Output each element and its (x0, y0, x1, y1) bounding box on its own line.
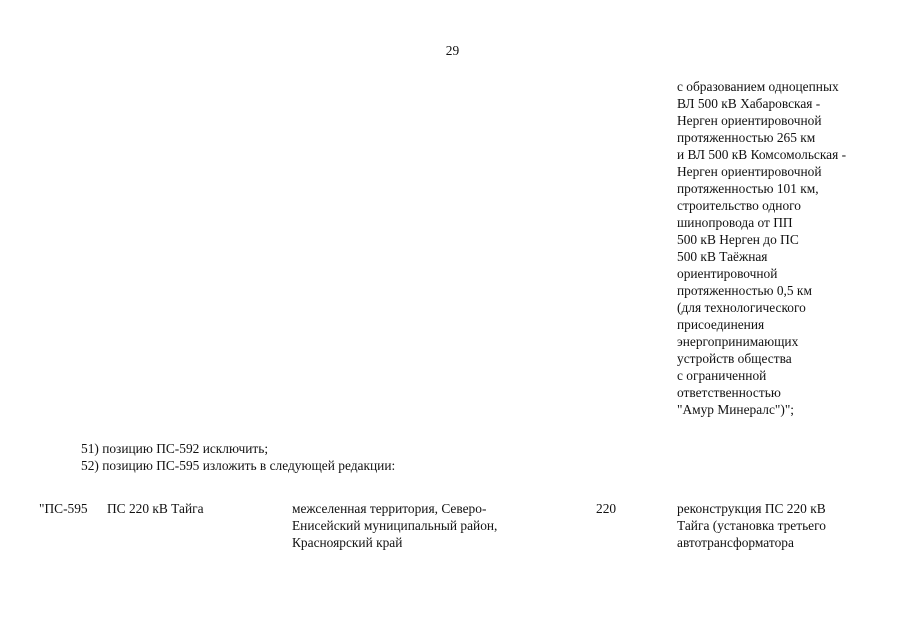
row-description-line: Тайга (установка третьего (677, 518, 826, 533)
row-location-cell (292, 500, 497, 551)
location-line: Енисейский муниципальный район, (292, 518, 498, 533)
location-line: Красноярский край (292, 535, 403, 550)
continued-description (677, 78, 892, 418)
page-number: 29 (445, 43, 460, 58)
description-line: шинопровода от ПП (677, 215, 793, 230)
description-line: Нерген ориентировочной (677, 164, 822, 179)
description-line: ВЛ 500 кВ Хабаровская - (677, 96, 821, 111)
row-code: "ПС-595 (39, 501, 88, 516)
row-description-line: реконструкция ПС 220 кВ (677, 501, 826, 516)
row-code-cell (39, 500, 88, 517)
description-line: присоединения (677, 317, 765, 332)
description-line: и ВЛ 500 кВ Комсомольская - (677, 147, 847, 162)
description-line: протяженностью 265 км (677, 130, 816, 145)
instruction-item: 51) позицию ПС-592 исключить; (81, 441, 269, 456)
description-line: протяженностью 0,5 км (677, 283, 812, 298)
instruction-item: 52) позицию ПС-595 изложить в следующей редакции: (81, 458, 396, 473)
description-line: 500 кВ Нерген до ПС (677, 232, 799, 247)
row-name-cell (107, 500, 204, 517)
description-line: ориентировочной (677, 266, 778, 281)
description-line: 500 кВ Таёжная (677, 249, 768, 264)
row-description-cell (677, 500, 826, 551)
row-voltage: 220 (596, 501, 617, 516)
description-line: устройств общества (677, 351, 792, 366)
description-line: с ограниченной (677, 368, 767, 383)
description-line: "Амур Минералс")"; (677, 402, 795, 417)
description-line: ответственностью (677, 385, 781, 400)
description-line: с образованием одноцепных (677, 79, 839, 94)
row-description-line: автотрансформатора (677, 535, 794, 550)
row-name: ПС 220 кВ Тайга (107, 501, 204, 516)
description-line: строительство одного (677, 198, 802, 213)
description-line: (для технологического (677, 300, 806, 315)
location-line: межселенная территория, Северо- (292, 501, 487, 516)
description-line: протяженностью 101 км, (677, 181, 819, 196)
description-line: энергопринимающих (677, 334, 799, 349)
description-line: Нерген ориентировочной (677, 113, 822, 128)
amendment-instructions (81, 440, 395, 474)
row-voltage-cell (596, 500, 616, 517)
